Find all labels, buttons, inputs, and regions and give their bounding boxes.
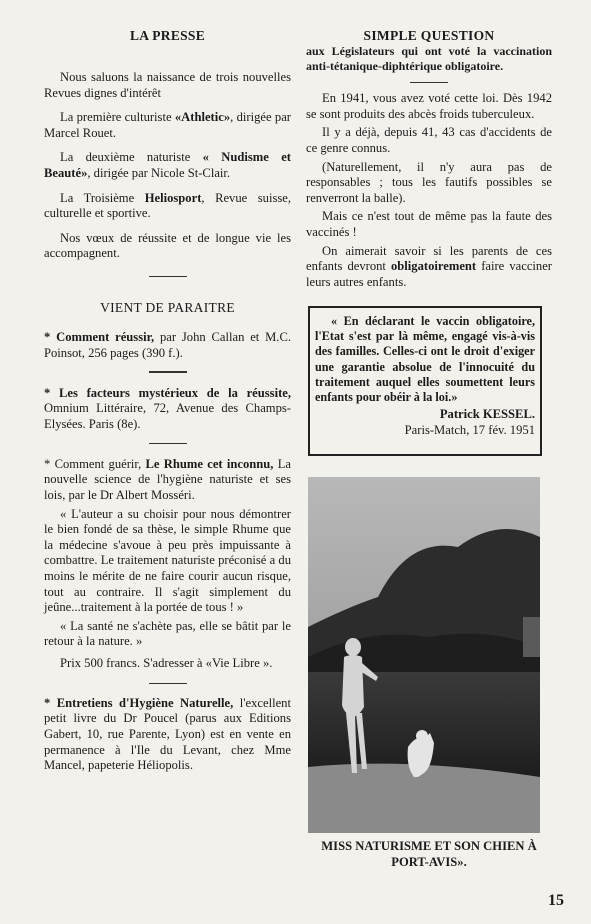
quote-source: Paris-Match, 17 fév. 1951 [404,422,535,437]
presse-heliosport: La Troisième Heliosport, Revue suisse, culturelle et sportive. [44,190,291,221]
separator [149,443,187,444]
photo-caption: MISS NATURISME ET SON CHIEN À PORT-AVIS». [321,839,537,869]
book-item-3-quote: « L'auteur a su choisir pour nous démontrer le bien fondé de sa thèse, le simple Rhume que la médecine s'avoue à peu près impuissante à combattre. Le traitement naturiste préconisé a du moins le mérite de ne faire courir aucun risque, tout au contraire. Il s'agit simplement du jeûne...traitement à la portée de tous ! » [44,506,291,615]
quote-text: « En déclarant le vaccin obligatoire, l'Etat s'est par là même, engagé vis-à-vis des familles. Celles-ci ont le droit d'exiger une garantie absolue de l'innocuité du traitement auquel elles soumettent leurs enfants pour obéir à la loi.» [315,314,535,405]
page-number: 15 [548,892,564,909]
separator [149,371,187,372]
quote-author: Patrick KESSEL. [439,407,535,422]
book-item-2: * Les facteurs mystérieux de la réussite, Omnium Littéraire, 72, Avenue des Champs-Elysées. Paris (8e). [44,385,291,431]
presse-nudisme: La deuxième naturiste « Nudisme et Beauté», dirigée par Nicole St-Clair. [44,150,291,180]
section-title-presse: LA PRESSE [129,28,206,43]
presse-voeux: Nos vœux de réussite et de longue vie les accompagnent. [44,230,291,261]
right-column [306,0,552,290]
book-item-1: * Comment réussir, par John Callan et M.C. Poinsot, 256 pages (390 f.). [44,330,291,360]
book-item-4: * Entretiens d'Hygiène Naturelle, l'excellent petit livre du Dr Poucel (parus aux Editions Gabert, 10, rue Parente, Lyon) est en vente en permanence à l'Ile du Levant, chez Mme Mancel, papeterie Héliopolis. [44,695,291,773]
presse-intro: Nous saluons la naissance de trois nouvelles Revues dignes d'intérêt [44,70,291,100]
photo-miss-naturisme [308,477,540,833]
separator [149,683,187,684]
presse-athletic: La première culturiste «Athletic», dirigée par Marcel Rouet. [44,110,291,140]
book-item-3: * Comment guérir, Le Rhume cet inconnu, La nouvelle science de l'hygiène naturiste et ses lois, par le Dr Albert Mosséri. [44,456,291,502]
section-title-question: SIMPLE QUESTION [363,28,495,43]
question-subtitle: aux Législateurs qui ont voté la vaccination anti-tétanique-diphtérique obligatoire. [306,44,552,73]
question-p1: En 1941, vous avez voté cette loi. Dès 1942 se sont produits des abcès froids tuberculeux. [306,91,552,121]
quote-box [308,306,542,456]
separator [149,276,187,277]
book-item-3-quote2: « La santé ne s'achète pas, elle se bâtit par le retour à la nature. » [44,618,291,649]
photo-illustration [308,477,540,833]
left-column [44,0,291,774]
book-item-3-price: Prix 500 francs. S'adresser à «Vie Libre ». [60,655,273,670]
separator [410,82,448,83]
question-p2: Il y a déjà, depuis 41, 43 cas d'accidents de ce genre connus. [306,125,552,156]
question-p4: Mais ce n'est tout de même pas la faute des vaccinés ! [306,209,552,240]
question-p5: On aimerait savoir si les parents de ces enfants devront obligatoirement faire vacciner leurs autres enfants. [306,243,552,289]
question-p3: (Naturellement, il n'y aura pas de responsables ; tous les fautifs possibles se renverront la balle). [306,159,552,205]
section-title-vient: VIENT DE PARAITRE [100,300,235,316]
